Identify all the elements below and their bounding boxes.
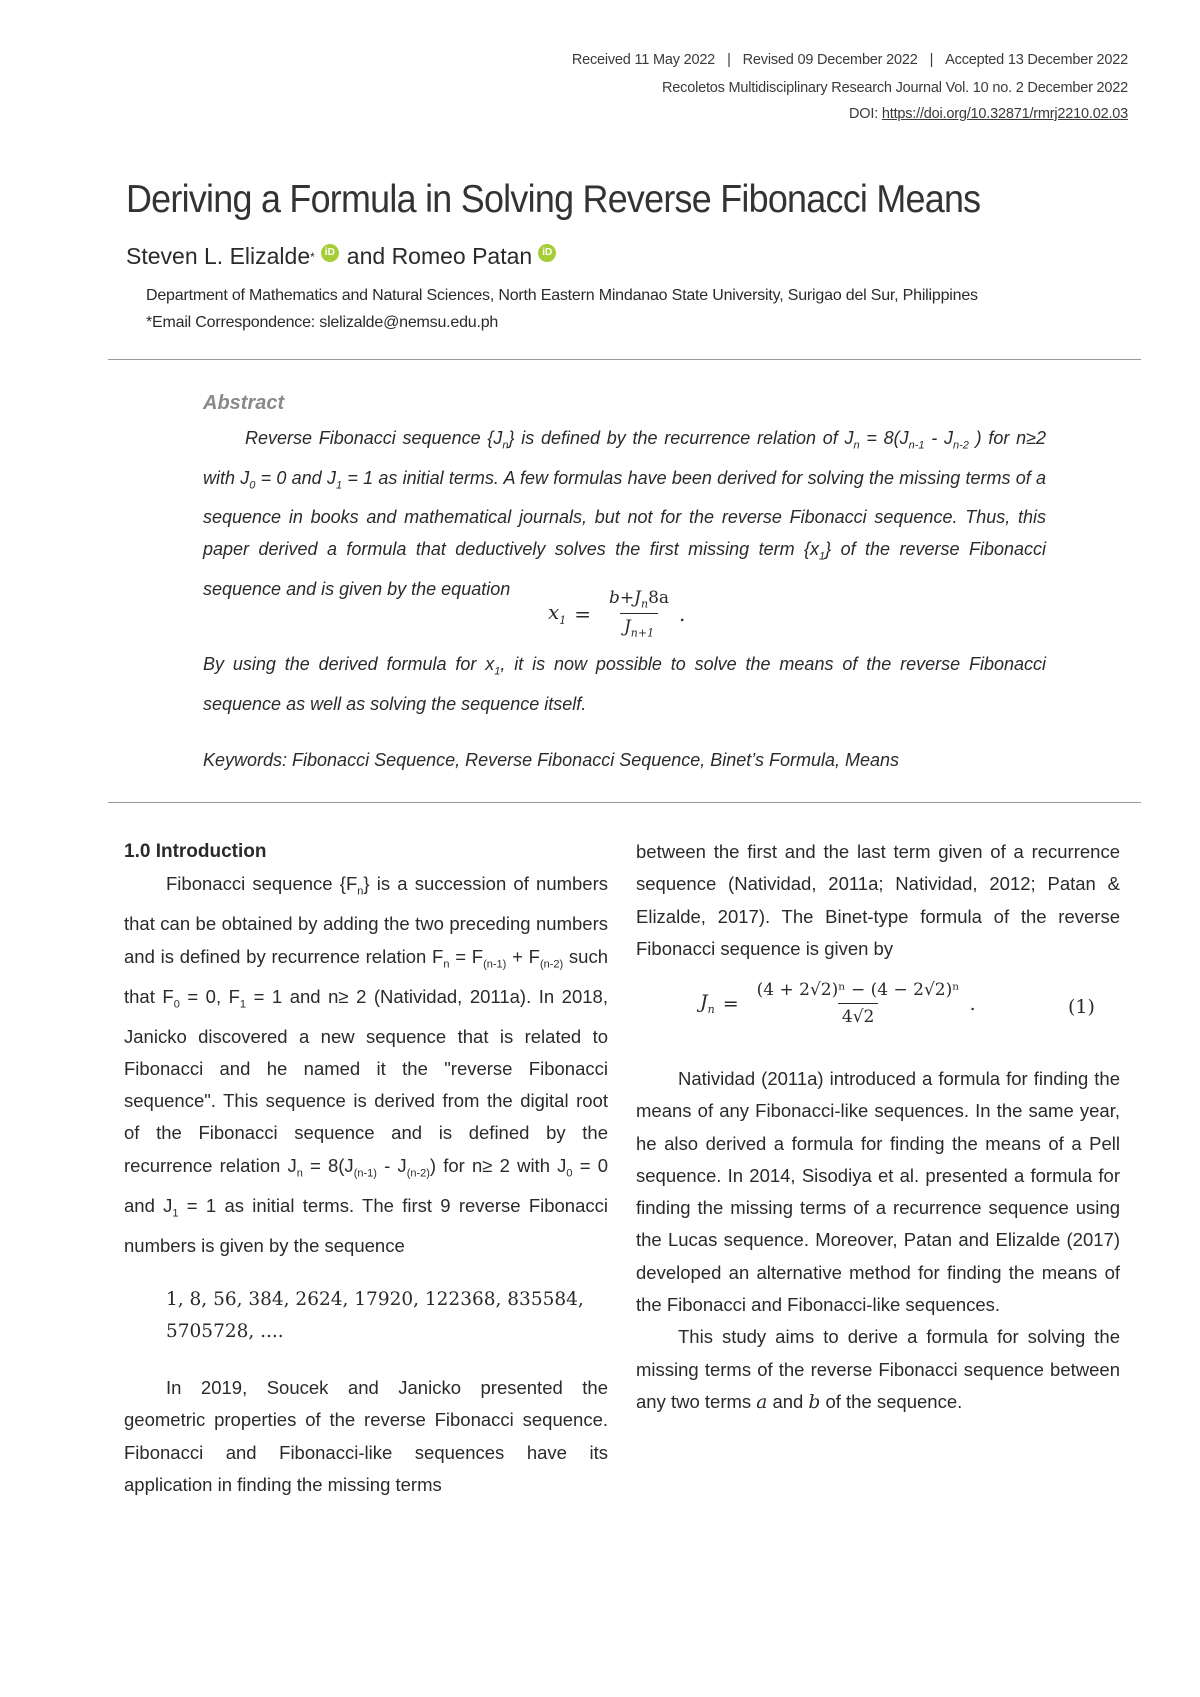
correspondence-mark: * bbox=[310, 249, 315, 264]
right-column-continued bbox=[636, 1063, 1120, 1419]
intro-paragraph-2: In 2019, Soucek and Janicko presented the geometric properties of the reverse Fibonacci sequence. Fibonacci and Fibonacci-like sequences have its application in finding the missing terms bbox=[124, 1377, 608, 1495]
abstract-heading: Abstract bbox=[203, 392, 285, 414]
revised-date: Revised 09 December 2022 bbox=[742, 52, 918, 68]
doi-label: DOI: bbox=[849, 106, 882, 122]
paper-title: Deriving a Formula in Solving Reverse Fibonacci Means bbox=[126, 178, 981, 221]
divider-top bbox=[108, 359, 1141, 360]
abstract-paragraph-1: Reverse Fibonacci sequence $\{J_n\}$ is defined by the recurrence relation of $J_n = 8(J_{n-1} - J_{n-2}$ ) for n≥2 with $J_0 = 0$ and $J_1 = 1$ as initial terms. A few formulas have been derived for solving the missing terms of a sequence in books and mathematical journals, but not for the reverse Fibonacci sequence. Thus, this paper derived a formula that deductively solves the first missing term $\{x_1\}$ of the reverse Fibonacci sequence and is given by the equation bbox=[203, 428, 1047, 599]
and-text: and bbox=[346, 243, 386, 269]
right-paragraph-2: Natividad (2011a) introduced a formula for finding the means of any Fibonacci-like sequences. In the same year, he also derived a formula for finding the means of a Pell sequence. In 2014, Sisodiya et al. presented a formula for finding the missing terms of a recurrence sequence using the Lucas sequence. Moreover, Patan and Elizalde (2017) developed an alternative method for finding the means of the Fibonacci and Fibonacci-like sequences. bbox=[636, 1068, 1120, 1316]
orcid-icon[interactable]: iD bbox=[321, 244, 339, 262]
author-1: Steven L. Elizalde bbox=[126, 243, 311, 269]
abstract-equation: $x_1$ = $\frac{b+J_n8a}{J_{n+1}}$ . bbox=[548, 588, 686, 640]
section-heading: 1.0 Introduction bbox=[124, 841, 267, 862]
journal-info: Recoletos Multidisciplinary Research Journal Vol. 10 no. 2 December 2022 bbox=[662, 80, 1128, 96]
orcid-icon[interactable]: iD bbox=[538, 244, 556, 262]
email-correspondence: *Email Correspondence: slelizalde@nemsu.edu.ph bbox=[146, 314, 499, 331]
abstract-paragraph-2: By using the derived formula for $x_1$, it is now possible to solve the means of the reverse Fibonacci sequence as well as solving the sequence itself. bbox=[203, 654, 1046, 714]
right-column bbox=[636, 836, 1120, 965]
intro-paragraph-1: Fibonacci sequence $\{F_n\}$ is a succession of numbers that can be obtained by adding the two preceding numbers and is defined by recurrence relation $F_n = F_{(n-1)} + F_{(n-2)}$ such that $F_0 = 0$, $F_1 = 1$ and n≥ 2 (Natividad, 2011a). In 2018, Janicko discovered a new sequence that is related to Fibonacci and he named it the "reverse Fibonacci sequence". This sequence is derived from the digital root of the Fibonacci sequence and is defined by the recurrence relation $J_n = 8(J_{(n-1)} - J_{(n-2)})$ for n≥ 2 with $J_0 = 0$ and $J_1 = 1$ as initial terms. The first 9 reverse Fibonacci numbers is given by the sequence bbox=[124, 873, 609, 1256]
keywords: Keywords: Fibonacci Sequence, Reverse Fibonacci Sequence, Binet’s Formula, Means bbox=[203, 750, 900, 770]
doi-link[interactable]: https://doi.org/10.32871/rmrj2210.02.03 bbox=[881, 106, 1128, 122]
author-line bbox=[126, 243, 564, 270]
reverse-fibonacci-sequence: 1, 8, 56, 384, 2624, 17920, 122368, 835584, 5705728, .... bbox=[166, 1289, 584, 1342]
received-date: Received 11 May 2022 bbox=[571, 52, 716, 68]
left-column bbox=[124, 836, 608, 1501]
right-paragraph-1: between the first and the last term given of a recurrence sequence (Natividad, 2011a; Natividad, 2012; Patan & Elizalde, 2017). The Binet-type formula of the reverse Fibonacci sequence is given by bbox=[636, 841, 1120, 959]
doi-line bbox=[849, 106, 1128, 122]
accepted-date: Accepted 13 December 2022 bbox=[945, 52, 1128, 68]
author-2: Romeo Patan bbox=[391, 243, 533, 269]
binet-formula: $J_n$ = $\frac{\text{(4 + 2√2)ⁿ − (4 − 2√2)ⁿ}}{4√2}$ . bbox=[700, 980, 976, 1027]
divider-bottom bbox=[108, 802, 1141, 803]
equation-number: (1) bbox=[1068, 996, 1095, 1018]
submission-dates: Received 11 May 2022 | Revised 09 December 2022 | Accepted 13 December 2022 bbox=[571, 52, 1128, 68]
affiliation: Department of Mathematics and Natural Sciences, North Eastern Mindanao State University, Surigao del Sur, Philippines bbox=[146, 287, 978, 304]
right-paragraph-3: This study aims to derive a formula for solving the missing terms of the reverse Fibonacci sequence between any two terms a and b of the sequence. bbox=[636, 1326, 1120, 1413]
